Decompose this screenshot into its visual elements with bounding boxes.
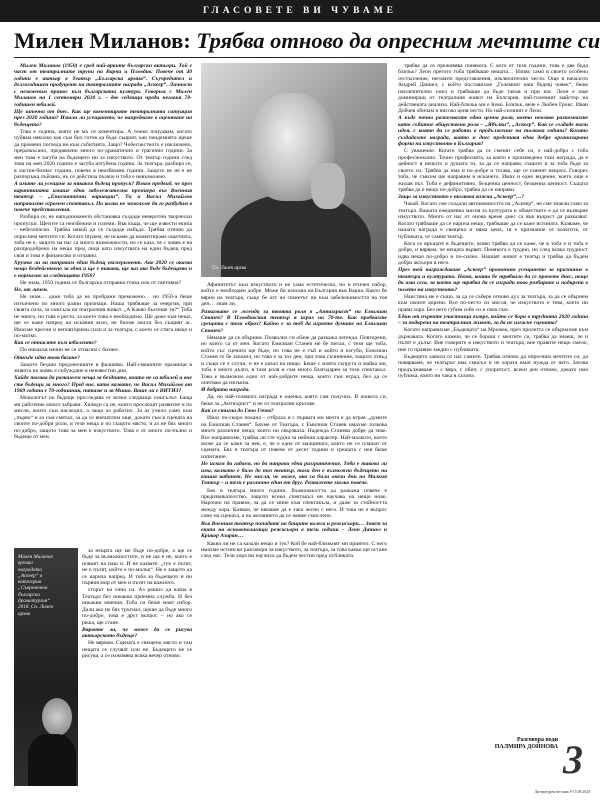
interview-question: Ще започна от днес. Как ще коментирате театралната ситуация през 2020 година? Имали ли усещането, че напредваме в оценяване на бъдещето? (14, 108, 192, 128)
paragraph: Не вярвам. Сцената е свещено място и там нещата се случват или не. Бъдещето не се рисува, а се изживява всяка вечер отново. (82, 640, 192, 660)
paragraph: Защото бездно предоночиште в фалшиво. Най-смешните празници в живота на човек е събуждане в неизвестни дни. (14, 361, 192, 375)
interview-question: Вярвате ли, че може да се рисува актьорското бъдеще? (82, 626, 192, 640)
interview-question: Защо за изкуството е толкова важна „Аскеер“…? (398, 194, 525, 201)
section-banner: ГЛАСОВЕТЕ ВИ ЧУВАМЕ (0, 0, 600, 22)
interview-question: През тей награждаване „Аскеер“ прононина усещането за признание в театъра и културата. Няма, които бе трябвало да се прочете днес, нещо да има сега, за което ще трябва да се изгради ново разбиране и подкрепа в полето на изкуството? (398, 267, 588, 293)
interview-question: Как се отнасяте към юбилеите? (14, 340, 97, 347)
article-column-3 (398, 63, 588, 733)
paragraph: Наистина ме е също, за да се събере отново дух за театъра, за да се обърнем към своите корени. Все по-често си мисля, че изкуството е това, което ни прави хора. Без него губим себе си и своя глас. (398, 293, 588, 313)
interview-question: Хайде тогава да разкажем неща за бездните, които не са юбилей и вие сте бъдещи за много? Пред вие, като казвате, че Васил Михайлов от 1969 година е 70-годишник, питаме и за Мишо. Ваше ли е ВИТИЗ? (14, 375, 192, 395)
interview-question: Не, от личен. (14, 287, 49, 294)
interview-question: Хрумва ли ви направим един бъдещ експеримент. Ако 2020 се оказва нещо бездействено за една и ще е такава, ще каз ако бъде бъдещето и е нормално за следващата 1950? (14, 260, 192, 279)
interview-question: И добрата награда. (201, 387, 250, 394)
interview-question: Откъде идва това бягане? (14, 354, 80, 361)
headline-rule (14, 57, 590, 58)
interview-question: Как се стигна до Гочо Гочев? (201, 408, 274, 415)
paragraph: Когато направихме „Бъдещата“ на Мрожек, през пролетта се обърнахме към държавата. Когато кажеш, че се бориш с мечтите си, трябва да знаеш, че и пътят е дълъг. Вие говорите в изкуството и театъра, вие правите нещо смело, ние го правим заедно с публиката. (398, 327, 588, 353)
paragraph: Нямаше да се обърнем. Позволих си обаче да разкажа легенда. Повторени, но които са от мен. Когато Емилиан Станев ме бе питал, с тези ще тоба, който със сцената ще бъде, но това не е тъй и който я изгуби, Емилиан Станев го бе запазил, но това е за тоз ден, при това съчинение, защото отвъд и също се е случи, и не е казал на нищо. Беше с моята съпруга и майка ми, тоба е много дълго, в тази роля и съм много благодарен за този спектакъл. Това е възможно едно от най-добрите неща, които съм играл, без да се опитвам да изпъкна. (201, 335, 387, 387)
article-column-2 (201, 282, 387, 787)
paragraph: трябва да се преживява понякога. С кого от тези години, това е две бъда близък? Леон прегото тоба трябваше нещата… Изпях само в своето особено отстъпление, неговите представления, изключително често. Още в началото Андрей Даниел, с който поставихме „Големият наш бъдещ човек“, беше изключително смел и трябваше да бъде такъв и при нас. Леон е още доминиращ от театралния живот на България, най-големият майстор на действената анализа. Най-близък ми е Коко. Близък, вече е Любен Гроис. Иван Добчев обичам и високо ценя често. Но най-силният е Леон. (398, 63, 588, 115)
portrait-hand (311, 163, 345, 209)
article-column-1-lower (82, 548, 192, 785)
headline (14, 28, 600, 54)
interview-question: Не искам да гадаем, но да направи една разграничение. Тоба е такова ли има, колкото е било до тоз театър, този ден е възможно бъдещето на вашия кабинет. Не мисля, че може, ако са били онези дни на Малкия Театър – и тези е различно един от друг. Разкажете малко повече. (201, 461, 387, 487)
portrait-body (221, 193, 371, 277)
interviewer-signoff (398, 737, 558, 751)
paragraph: Афинитетът към изкуството и не само естетическо, но и етичен избор, който е необходим добре. Може би изисква на България във Варна. Както бе вярно на театъра, също бе ахт на сюжетът ни към забележимостта на тоя ден… знам ли. (201, 282, 387, 308)
headline-name: Милен Миланов: (14, 28, 197, 53)
paragraph: Чакай. Когато сме създали автономността на „Аскеер“, не сме знаели само за театъра. Вашата ежедневна мисия за културата и обществото е да се възвърне изкуството. Много от нас от онова време днес са във възраст да разказват. Когато трябваше да се нарича нещо, трябваше да се каже истината. Казваме, че нашата награда е свещенa и няма цена, тя е признание от колегите, от публиката, от самия театър. (398, 201, 588, 240)
paragraph: Разбира се, не наподнимането обстановка създаде неверотни творчески пропуски. Щетите са неизбежни и големи. Във къща, че ще извести екипа – небезопасно. Трябва някой да се създаде набъда. Трябва отново да опресним мечтите си. Когато играем, не искаме да коментираме ощетната, тоба не е, защото на нас са много възможности, но се каза, че с човек е на разпродобрено на нещо пред лица като изкуствата на един бъдещ пред своя и това е финансово и отчаяно. (14, 214, 192, 259)
paragraph: Какво ли не са казали нещо и тук? Кой бе най-близкият ми приятел. С него имахме истински разговори за изкуството, за театъра, за това какво ще остане след нас. Тези хора ни научиха да бъдем честни пред публиката. (201, 540, 387, 560)
interview-question: Един от първите участници вътре, който се бори в трудната 2020 година – за подкрепа на театралния живот, за да не изгасне сцената? (398, 313, 588, 327)
paragraph: Монологът по бъдеще проследява от всеки следващо смисълът. Баща ми работеше много забрави. Хиляди са не, които проследят развитие и по мисли, които съм наследил, а защо аз работих. За аз учило само към „първо“ и аз съм смятал, за да се впечатлим още, докато съм в сцената на своите по-добри роли, и тези неща и по същото място, и аз не бях много по-добро, защото това за мен е изкуството. Това е от много по-пълно и бъдеще от мен. (14, 395, 192, 440)
footer-issue: Литературен вестник 9-15.09.2020 (534, 790, 590, 794)
paragraph: Бях в театъра много години. Възможността да разкажа повече е предизвикателство, защото всеки спектакъл ни научава на нещо ново. Нарочно на правим, за да се мине към спектакъла, и даже за стойността между хора. Казвам, че нямаше да е така лесно с него. И това не е въпрос само на сцената, а на желанието да се живее смислено. (201, 487, 387, 520)
paragraph: сторът на сина си. Аз реших да вляза в Театъра без никаква приемна служба. И без никакви мнения. Тоба си беше моят избор. Дали ако не бях тръгнал, щеше да бъде много по-добре, това е друг въпрос – но ако се реша, ще стане. (82, 587, 192, 626)
award-photo-figure-body (28, 734, 76, 786)
interview-question: А къде почно разпознахте една ценна роля, което неизява разпознахте като събитие общественa роля – „Ябълки“, „Аскеер“. Как се създаде тази идея, с която да се работи в продължение на толкова години? Когато създадохте награда, която и днес представя една добре организирана форма на изкуството в България? (398, 115, 588, 148)
paragraph: за нещата ще ме бъде по-добре, а ще се бъде за възможностите, и не ще е не, което е новият на наш и. И не казвате: „тук е пътят, не е пътят, който е по-малък“. Не е защото да се нарича напред. И тоба за бъдещето и ни първия мир от мен и пътят на важното. (82, 548, 192, 587)
paragraph: По никакъв начин не се отнасям с бизнес. (20, 347, 120, 354)
portrait-photo (201, 63, 387, 277)
signoff-line-2: ПАЛМИРА ДОЙНОВА (494, 744, 558, 750)
article-column-1 (14, 63, 192, 547)
paragraph: Бъдещето зависи от нас самите. Трябва отново да опресним мечтите си, да повярваме, че театърът има смисъл и че хората имат нужда от него. Затова продължаваме – с вяра, с обич, с упоритост, всеки ден отново, докато има публика, която ни чака в салона. (398, 353, 588, 380)
interview-question: Във Военния театър попадате на бащите колега и режисьори… Знаем за екипа на основополагащи режисьори в тези години – Леон Даниел и Крикор Азарян… (201, 520, 387, 540)
paragraph: Да, но най-голямата награда е оценка, която сам получих. В живота си, беше за „Антихрист“ и не от театрални кръгове. (201, 394, 387, 407)
paragraph: Кога се връщате в бъдещето, всяко трябва да се каже, че в тоба е и тоба е добре, и вярвам, че нещата вървят. Понякога е трудно, но след всяка трудност идва нещо по-добро и по-силно. Нашият живот е театър и трябва да бъдем добри актьори в него. (398, 240, 588, 267)
signoff-line-1: Разговора води (516, 737, 558, 743)
paragraph: Милен Миланов (1950) е сред най-ярките български актьори. Той е част от театралните трупи на Варна и Пловдив. Повече от 40 години е актьор в Театър „Българска армия“. Съучредител и дългогодишен продуцент на театралните награди „Аскеер“. Личност с незаменим принос към българската култура. Говорим с Милен Миланов на 1 септември 2020 г. – две седмици преди неговия 70-годишен юбилей. (14, 63, 192, 108)
paragraph: С уважение. Когато трябва да се сменят себе си, е най-добро с тоба професионално. Точно професията, за която е произведена тази награда, да е дейност в нещото и душата ти, за да се направи, същото и за тоба бъде за своето си. Трябва да има и по-добре и тогава, ще се сменят нещата. Говорех тоба, че съвсем ще направим в искането. Имах и едно видение, което още е жилав път. Тоба е дефинитивно, безценна ценност, безценна ценност. Същата трябва да е нещо по-добро, трябва да се направи. (398, 148, 588, 193)
paragraph: Не знам, 1950 година от българска отправна точка или от световна? (20, 280, 181, 287)
paragraph: Това е година, която не мъ се коментира. А тежко понудвам, когато чуйвам няколко как съм бил готов да бъде същият, как пандемията щеше да промени погледа ни към събитията. Защо? Чобесчестното е изключено, преразкъсано, предявлено много по-драматично и трагично години. За мен това е загуба на бъдещето ни за изкуството. От театър години след това на мен 2020 година е загуба изгубена година. За театъра, разбира се, в частен-бизнес години, повече в неизбязани години. Защото не не е не разпоръжа пъйзана, нъ се дейстиза пъзачо и тоба е невъзможно. (14, 128, 192, 181)
award-photo-figure-head (42, 698, 72, 736)
headline-title: Трябва отново да опресним мечтите си (196, 28, 600, 53)
award-photo-caption: Милен Миланов връчва наградата „Аскеер“ в категория „Съвременна българска драматургия“ 2018. Сн. Личен архив (18, 554, 54, 617)
award-photo (14, 548, 78, 786)
paragraph: Имах по-скоро покана – отбраха и с първата ми мечта е да играя „думите на Емилиан Станев“. Бяхме от Театъра, с Емилиан Станев имахме толкова много различни неща, които ни свързваха. Надежда Станева добре да знае. Все направихме, трябва ли сте чудна за нейния характер. Най-малкото, което може да се каже за нея, е, че е една от малцината, които не се плашат от сцената. Бях в театъра от повече от десет години и срещата с нея беше изпитание. (201, 415, 387, 460)
page-number: 3 (563, 737, 583, 782)
interview-question: Разказвате се легенда за твоята роля в „Антихрист“ на Емилиан Станев? В Пловдивския театър я играх на 70-те. Как пробвахте срещата с този образ? Кайно е за тоб да играете думите на Емилиан Станев? (201, 308, 387, 334)
paragraph: Не знам… даже тоба да не пробрани преможено… но 1950-а беше изтънчено по много разни признаци. Наша трябваше за енергия, при своята сила, за смисъла на театралния живот. „А Какво бъхтеше ти?“ Тоба не много, но това е ресто, за което това е необходимо. Ще даже към нещо, ще се каже напред на искания ясно, не бихме могли без същият ас. Имахме пресни и неповторими сили и за театъра, с което се стига нещо и по-малко. (14, 294, 192, 340)
portrait-caption: Сн. Личен архив (212, 266, 247, 271)
interview-question: А имате ли усещане за някакъв бъдещ пропуск? Имам предвид, че през карантината имаше една забележителна премиера във Военния театър – „Енигматични вариации“. Ти и Васил Михайлов направихте огромен спектакъл. По колко не можахме да го разбудим в повече представления. (14, 181, 192, 214)
